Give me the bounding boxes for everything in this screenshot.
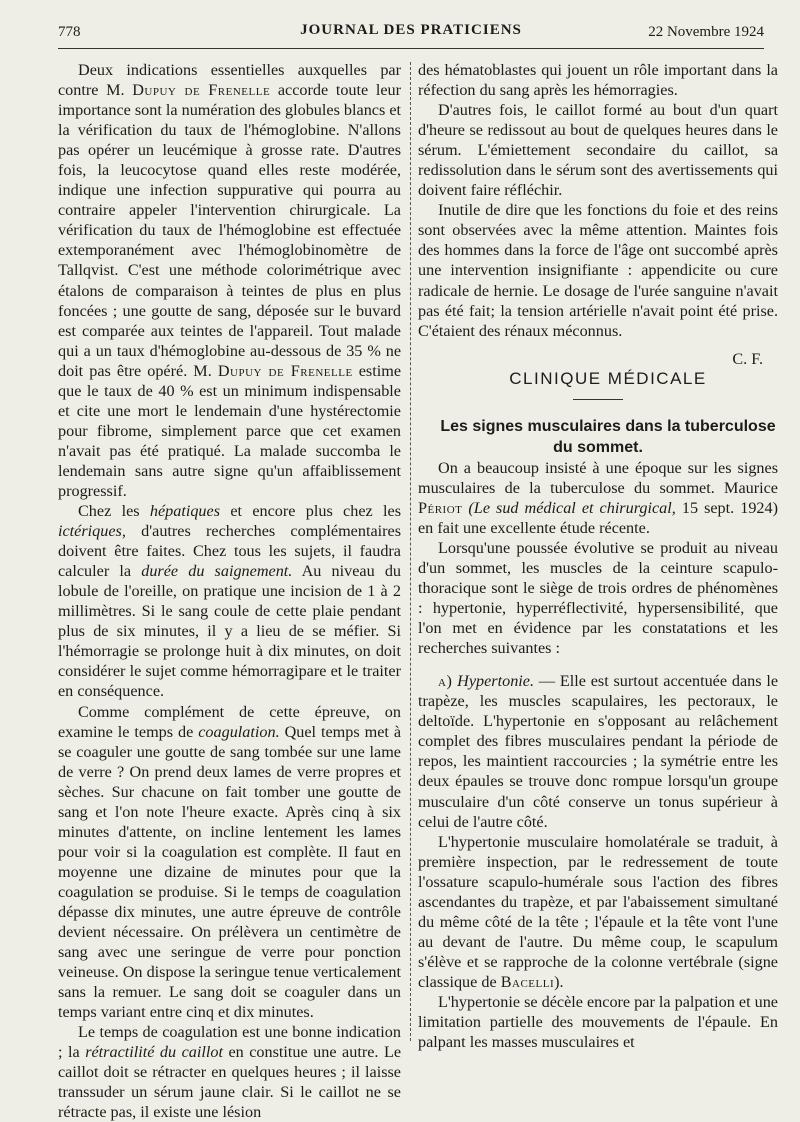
author-name: Bacelli	[500, 972, 555, 991]
paragraph: Inutile de dire que les fonctions du foie et des reins sont observées avec la même attention. Maintes fois des hommes dans la force de l'âge ont succombé après une intervention insignifiante : appendicite ou cure radicale de hernie. Le dosage de l'urée sanguine n'avait pas été fait; la tension artérielle n'avait point été prise. C'étaient des rénaux méconnus.	[418, 201, 778, 340]
section-rule	[573, 399, 623, 400]
author-signature: C. F.	[732, 349, 763, 368]
paragraph: On a beaucoup insisté à une époque sur les signes musculaires de la tuberculose du sommet. Maurice Périot (Le sud médical et chirurgical, 15 sept. 1924) en fait une excellente étude récente.	[418, 458, 778, 537]
paragraph: D'autres fois, le caillot formé au bout d'un quart d'heure se redissout au bout de quelques heures dans le sérum. L'émiettement secondaire du caillot, sa redissolution dans le sérum sont des avertissements qui doivent faire réfléchir.	[418, 101, 778, 200]
left-column	[58, 60, 401, 1122]
paragraph: Comme complément de cette épreuve, on examine le temps de coagulation. Quel temps met à se coaguler une goutte de sang tombée sur une lame de verre ? On prend deux lames de verre propres et sèches. Sur chacune on fait tomber une goutte de sang et l'on note l'heure exacte. Après cinq à six minutes d'attente, on incline lentement les lames pour voir si la coagulation est complète. Il faut en moyenne une dizaine de minutes pour que la coagulation se produise. Si le temps de coagulation dépasse dix minutes, une autre épreuve de contrôle devient nécessaire. On prélèvera un centimètre de sang avec une seringue de verre pour ponction veineuse. On dispose la seringue tenue verticalement sans la remuer. Le sang doit se coaguler dans un temps variant entre cinq et dix minutes.	[58, 702, 402, 1022]
paragraph: Deux indications essentielles auxquelles par contre M. Dupuy de Frenelle accorde toute leur importance sont la numération des globules blancs et la vérification du taux de l'hémoglobine. N'allons pas opérer un leucémique à grosse rate. D'autres fois, la leucocytose quand elles reste modérée, indique une infection suppurative qui pourra au contraire appeler l'intervention chirurgicale. La vérification du taux de l'hémoglobine est effectuée extemporanément avec l'hémoglobinomètre de Tallqvist. C'est une méthode colorimétrique avec étalons de comparaison à teintes de plus en plus foncées ; une goutte de sang, déposée sur le buvard est comparée aux teintes de l'appareil. Tout malade qui a un taux d'hémoglobine au-dessous de 35 % ne doit pas être opéré. M. Dupuy de Frenelle estime que le taux de 40 % est un minimum indispensable et cite une mort le lendemain d'une hystérectomie pour fibrome, simplement parce que cet examen n'avait pas été pratiqué. La malade succomba le lendemain sans autre signe qu'un affaiblissement progressif.	[58, 61, 402, 500]
author-name: Dupuy de Frenelle	[132, 81, 271, 100]
paragraph: Le temps de coagulation est une bonne indication ; la rétractilité du caillot en constitue une autre. Le caillot doit se rétracter en quelques heures ; il laisse transsuder un sérum jaune clair. Si le caillot ne se rétracte pas, il existe une lésion	[58, 1023, 402, 1122]
page-number: 778	[58, 24, 81, 40]
right-column	[418, 60, 778, 1052]
paragraph: a) Hypertonie. — Elle est surtout accentuée dans le trapèze, les muscles scapulaires, les pectoraux, le deltoïde. L'hypertonie en s'opposant au relâchement complet des fibres musculaires pendant la période de repos, les maintient raccourcies ; la symétrie entre les deux épaules se trouve donc rompue lorsqu'un groupe musculaire d'un côté conserve un tonus supérieur à celui de l'autre côté.	[418, 672, 779, 831]
paragraph: L'hypertonie musculaire homolatérale se traduit, à première inspection, par le redressement de toute l'ossature scapulo-humérale sous l'action des fibres ascendantes du trapèze, et par l'abaissement simultané du même côté de la tête ; l'épaule et la tête vont l'une au devant de l'autre. Du même coup, le scapulum s'élève et se rapproche de la colonne vertébrale (signe classique de Bacelli).	[418, 832, 778, 991]
author-name: Dupuy de Frenelle	[217, 361, 353, 380]
issue-date: 22 Novembre 1924	[648, 24, 764, 40]
running-header	[58, 22, 764, 44]
paragraph: des hématoblastes qui jouent un rôle important dans la réfection du sang après les hémorragies.	[418, 61, 778, 100]
paragraph: Chez les hépatiques et encore plus chez les ictériques, d'autres recherches complémentaires doivent être faites. Chez tous les sujets, il faudra calculer la durée du saignement. Au niveau du lobule de l'oreille, on pratique une incision de 1 à 2 millimètres. Si le sang coule de cette plaie pendant plus de six minutes, il y a lieu de se méfier. Si l'hémorragie se prolonge huit à dix minutes, on doit considérer le sujet comme hémorragipare et le traiter en conséquence.	[58, 502, 402, 701]
paragraph: Lorsqu'une poussée évolutive se produit au niveau d'un sommet, les muscles de la ceinture scapulo-thoracique sont le siège de trois ordres de phénomènes : hypertonie, hyperréflectivité, hypersensibilité, que l'on met en évidence par les constatations et les recherches suivantes :	[418, 538, 778, 658]
author-name: Périot	[418, 498, 463, 517]
section-title: CLINIQUE MÉDICALE	[509, 368, 707, 388]
paragraph: L'hypertonie se décèle encore par la palpation et une limitation partielle des mouvements de l'épaule. En palpant les masses musculaires et	[418, 992, 778, 1052]
column-divider	[410, 62, 411, 1041]
article-title: Les signes musculaires dans la tuberculose du sommet.	[440, 417, 776, 456]
journal-title: JOURNAL DES PRATICIENS	[300, 22, 522, 38]
header-rule	[58, 48, 764, 49]
